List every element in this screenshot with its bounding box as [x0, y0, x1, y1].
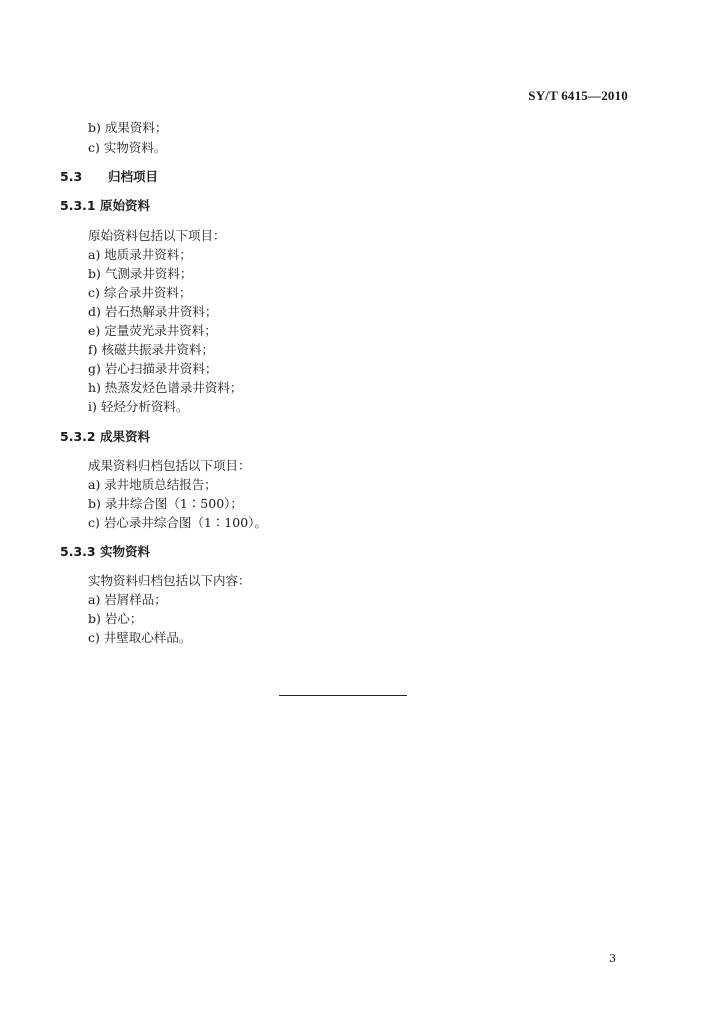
section-intro: 原始资料包括以下项目： — [88, 228, 226, 243]
section-heading-5-3-2 — [60, 428, 150, 446]
list-item: a) 岩屑样品； — [88, 592, 167, 607]
section-number: 5.3.2 — [60, 429, 96, 444]
section-title: 原始资料 — [100, 198, 151, 213]
list-item: b) 成果资料； — [88, 120, 168, 135]
list-item: h) 热蒸发烃色谱录井资料； — [88, 380, 243, 395]
list-item: g) 岩心扫描录井资料； — [88, 361, 218, 376]
list-item: c) 井壁取心样品。 — [88, 630, 192, 645]
section-intro: 实物资料归档包括以下内容： — [88, 573, 251, 588]
list-item: f) 核磁共振录井资料； — [88, 342, 214, 357]
section-number: 5.3.1 — [60, 198, 96, 213]
end-of-document-rule — [279, 695, 407, 696]
section-heading-5-3-1 — [60, 197, 150, 215]
section-heading-5-3 — [60, 168, 158, 186]
standard-code: SY/T 6415—2010 — [528, 88, 628, 103]
list-item: i) 轻烃分析资料。 — [88, 399, 189, 414]
section-heading-5-3-3 — [60, 543, 150, 561]
list-item: c) 实物资料。 — [88, 140, 167, 155]
list-item: c) 综合录井资料； — [88, 285, 192, 300]
list-item: b) 录井综合图（1∶500）； — [88, 496, 243, 511]
list-item: a) 地质录井资料； — [88, 247, 192, 262]
list-item: b) 气测录井资料； — [88, 266, 193, 281]
list-item: c) 岩心录井综合图（1∶100）。 — [88, 515, 267, 530]
list-item: a) 录井地质总结报告； — [88, 477, 217, 492]
section-title: 成果资料 — [100, 429, 151, 444]
section-title: 归档项目 — [108, 169, 159, 184]
list-item: b) 岩心； — [88, 611, 143, 626]
list-item: d) 岩石热解录井资料； — [88, 304, 218, 319]
section-title: 实物资料 — [100, 544, 151, 559]
page-number: 3 — [609, 952, 616, 965]
section-number: 5.3 — [60, 169, 83, 184]
list-item: e) 定量荧光录井资料； — [88, 323, 217, 338]
section-number: 5.3.3 — [60, 544, 96, 559]
section-intro: 成果资料归档包括以下项目： — [88, 458, 251, 473]
